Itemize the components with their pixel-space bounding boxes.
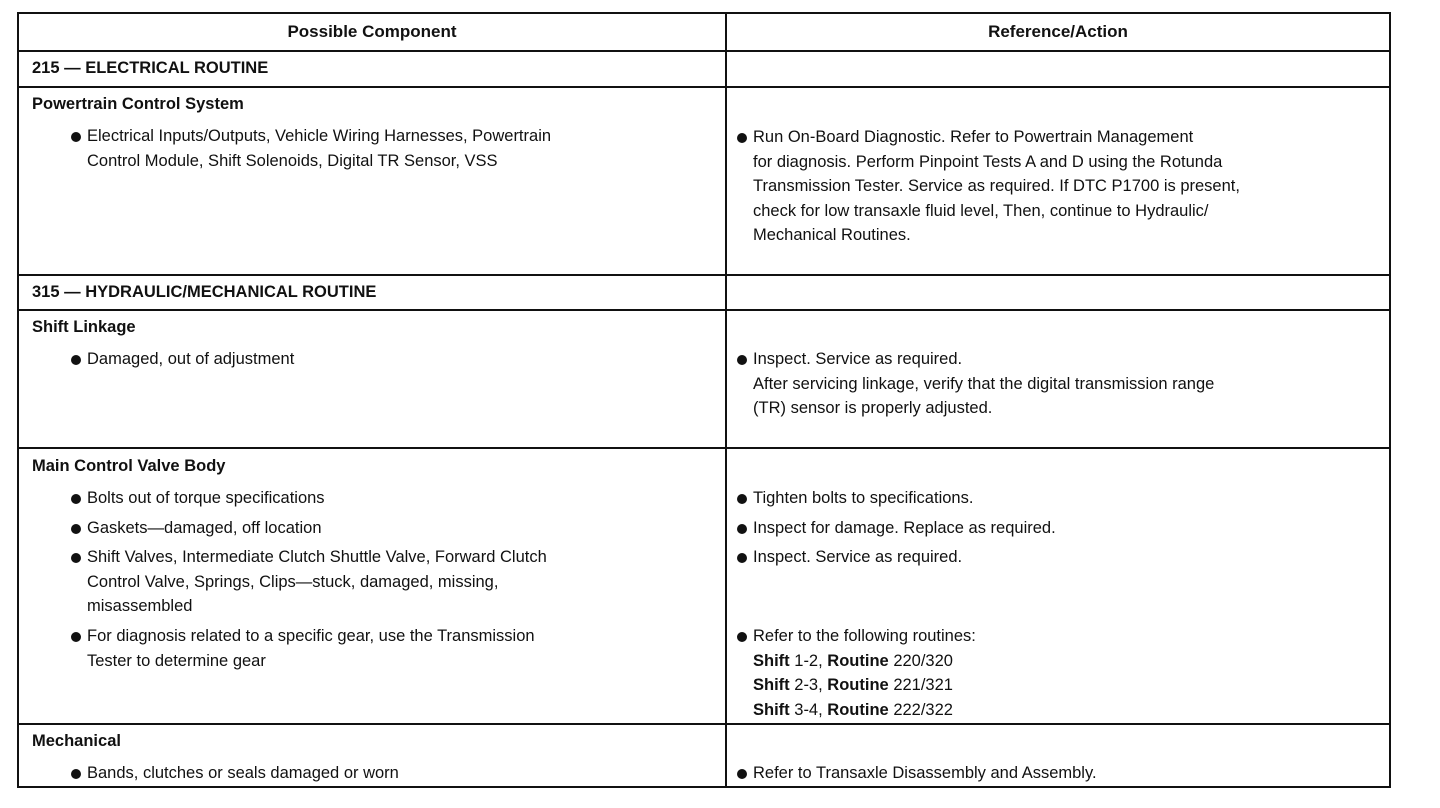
text-line: Transmission Tester. Service as required. If DTC P1700 is present, [753, 177, 1240, 195]
component-cell [19, 311, 725, 447]
bullet-icon [71, 524, 81, 534]
routine-word: Routine [827, 676, 889, 694]
text-line: Shift Valves, Intermediate Clutch Shuttle Valve, Forward Clutch [87, 548, 547, 566]
text-line: Bands, clutches or seals damaged or worn [87, 764, 399, 782]
section-row-powertrain [19, 88, 1389, 276]
text-line: For diagnosis related to a specific gear, use the Transmission [87, 627, 535, 645]
bullet-icon [737, 632, 747, 642]
shift-gears: 2-3, [794, 676, 823, 694]
text-line: check for low transaxle fluid level, Then, continue to Hydraulic/ [753, 201, 1209, 220]
component-bullet [69, 545, 705, 619]
shift-gears: 3-4, [794, 700, 823, 719]
text-line: misassembled [87, 597, 193, 615]
action-cell [727, 88, 1389, 274]
component-bullet [69, 486, 705, 511]
text-line: Inspect. Service as required. [753, 548, 963, 566]
routine-word: Routine [827, 651, 889, 670]
component-cell [19, 88, 725, 274]
bullet-icon [71, 355, 81, 365]
bullet-icon [737, 494, 747, 504]
section-row-main-control [19, 449, 1389, 725]
text-line: Control Module, Shift Solenoids, Digital TR Sensor, VSS [87, 151, 498, 170]
action-bullet [735, 761, 1383, 786]
action-bullet [735, 624, 1383, 722]
bullet-icon [737, 553, 747, 563]
routine-title-electrical: 215 — ELECTRICAL ROUTINE [32, 59, 269, 77]
routine-empty-cell [727, 52, 1389, 86]
action-bullet [735, 545, 1383, 570]
bullet-icon [71, 132, 81, 142]
action-cell [727, 725, 1389, 786]
text-line: Gaskets—damaged, off location [87, 519, 322, 537]
routine-numbers: 221/321 [893, 676, 953, 694]
bullet-icon [71, 494, 81, 504]
action-bullet [735, 486, 1383, 511]
text-line: Damaged, out of adjustment [87, 350, 295, 368]
section-title-main-control: Main Control Valve Body [32, 457, 226, 475]
text-line: Electrical Inputs/Outputs, Vehicle Wiring Harnesses, Powertrain [87, 127, 552, 145]
routine-reference [753, 698, 1383, 723]
component-bullet [69, 124, 705, 173]
routine-row-hydraulic [19, 276, 1389, 311]
text-line: Bolts out of torque specifications [87, 489, 325, 507]
routine-title-hydraulic: 315 — HYDRAULIC/MECHANICAL ROUTINE [32, 283, 377, 301]
action-bullet [735, 347, 1383, 421]
text-line: Inspect. Service as required. [753, 350, 963, 368]
text-line: Mechanical Routines. [753, 226, 911, 244]
text-line: for diagnosis. Perform Pinpoint Tests A and D using the Rotunda [753, 152, 1223, 171]
diagnosis-table [17, 12, 1391, 788]
text-line: Control Valve, Springs, Clips—stuck, damaged, missing, [87, 572, 499, 591]
text-line: Inspect for damage. Replace as required. [753, 519, 1056, 537]
component-bullet [69, 347, 705, 372]
routine-row-electrical [19, 52, 1389, 88]
section-title-mechanical: Mechanical [32, 732, 121, 750]
bullet-icon [737, 524, 747, 534]
section-row-mechanical [19, 725, 1389, 786]
component-bullet [69, 624, 705, 673]
bullet-icon [71, 769, 81, 779]
routine-empty-cell [727, 276, 1389, 309]
routine-reference [753, 673, 1383, 698]
component-bullet [69, 761, 705, 786]
text-line: After servicing linkage, verify that the digital transmission range [753, 374, 1215, 393]
bullet-icon [71, 553, 81, 563]
routine-word: Routine [827, 700, 889, 719]
routine-numbers: 222/322 [893, 700, 953, 719]
shift-gears: 1-2, [794, 651, 823, 670]
action-bullet [735, 516, 1383, 541]
routine-reference [753, 649, 1383, 674]
text-line: Run On-Board Diagnostic. Refer to Powertrain Management [753, 128, 1194, 146]
action-cell [727, 311, 1389, 447]
shift-word: Shift [753, 700, 790, 719]
text-line: Tighten bolts to specifications. [753, 489, 974, 507]
bullet-icon [737, 769, 747, 779]
header-possible-component: Possible Component [287, 22, 457, 41]
table-header-row [19, 14, 1389, 52]
component-bullet [69, 516, 705, 541]
section-row-shift-linkage [19, 311, 1389, 449]
text-line: Tester to determine gear [87, 651, 266, 670]
action-bullet [735, 125, 1383, 248]
section-title-shift-linkage: Shift Linkage [32, 318, 136, 336]
text-line: Refer to Transaxle Disassembly and Assembly. [753, 764, 1097, 782]
text-line: (TR) sensor is properly adjusted. [753, 399, 993, 417]
text-line: Refer to the following routines: [753, 627, 976, 645]
action-cell [727, 449, 1389, 723]
section-title-powertrain: Powertrain Control System [32, 95, 244, 113]
shift-word: Shift [753, 676, 790, 694]
shift-word: Shift [753, 651, 790, 670]
bullet-icon [737, 133, 747, 143]
header-reference-action: Reference/Action [988, 22, 1128, 41]
component-cell [19, 725, 725, 786]
bullet-icon [71, 632, 81, 642]
bullet-icon [737, 355, 747, 365]
component-cell [19, 449, 725, 723]
routine-numbers: 220/320 [893, 651, 953, 670]
